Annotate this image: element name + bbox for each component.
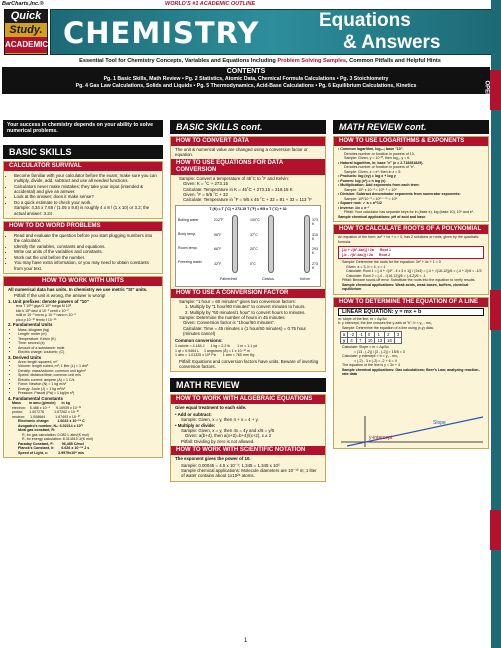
table-cell: 2 [385, 332, 395, 338]
publisher: BarCharts,Inc.® [2, 1, 44, 7]
line-panel [333, 297, 489, 449]
eq-line: Sample: Convert a temperature of 45˚C to ˚F and Kelvin: [179, 175, 290, 181]
sci-line: Sample chemical applications: Molecule diameters are 10⁻¹⁰ m; 1 liter of water contains about 1x10²⁶ atoms. [181, 468, 317, 479]
factor-line: 2. Multiply by "60 minutes/1 hour" to convert hours to minutes. [185, 309, 306, 315]
thermo-k: 310 K [312, 232, 318, 242]
line-calc: Calculate: Slope = m = Δy/Δx [342, 345, 389, 349]
thermo-row-label: Room temp. [178, 245, 198, 250]
essential-text: Essential Tool for Chemistry Concepts, Variables and Equations Including [79, 58, 278, 64]
thermometer-f [232, 215, 238, 273]
list-item: • Calculators never make mistakes; they take your input (intended & accidental) and give an answer. [14, 184, 158, 195]
list-item: • Amount of a substance: mole [18, 346, 162, 351]
equations-bar: HOW TO USE EQUATIONS FOR DATA CONVERSION [171, 159, 325, 175]
table-cell: 4 [348, 338, 357, 344]
const-more: R, for energy calculation: 8.314510 J/(K mol) [22, 437, 94, 442]
alg-line: Given: a(b+4), then a(x+2)=b+4)/(x+2), x ≠ 2 [185, 433, 272, 439]
factor-bar: HOW TO USE A CONVERSION FACTOR [171, 289, 325, 298]
log-line: • Products: log (xy) = log x + log y [338, 174, 396, 178]
contents-line-1: Pg. 1 Basic Skills, Math Review • Pg. 2 Statistics, Atomic Data, Chemical Formula Calculations • Pg. 3 Stoichiometry [103, 76, 389, 82]
conversion-pitfall: Pitfall: Equations and conversion factors have units. Beware of inverting conversion factors. [179, 358, 319, 369]
eq-line: Calculate: Temperature in K = 45˚C + 273.15 = 318.15 K [183, 186, 293, 192]
brand-bottom: ACADEMIC [5, 37, 47, 53]
list-item: • Temperature: Kelvin (K) [18, 337, 162, 342]
brand-mid: Study. [9, 24, 43, 36]
alg-line: Sample: Given, x = y, then 4 + x = 4 + y. [181, 417, 259, 423]
brand-logo [4, 9, 48, 55]
thermo-f: 212˚F [214, 217, 224, 222]
log-line: • Common logarithm, log₁₀; base "10". [338, 147, 404, 151]
log-line: • Square root: ✓ a = a^1/2 [338, 201, 382, 205]
alg-bar: HOW TO WORK WITH ALGEBRAIC EQUATIONS [171, 395, 325, 404]
table-cell: -2 [348, 332, 357, 338]
const-row: proton: 1.007276 1.67262 x 10⁻²⁷ [12, 410, 80, 415]
contents-title: CONTENTS [226, 68, 266, 75]
log-line: Denotes number or function in powers of 10. [344, 151, 415, 156]
list-item: • Become familiar with your calculator before the exam; make sure you can multiply, divide, add, subtract and use all needed functions. [14, 173, 158, 184]
algebra-panel [170, 394, 326, 481]
factor-line: 1. Multiply by "1 hour/60 minutes" to convert minutes to hours. [185, 304, 306, 310]
root-1-formula: [-b + √(b²-4ac)] / 2a Root 1 [342, 248, 391, 252]
line-calc: = [13 - (-2)] / [3 - (-2)] = 15/5 = 3 [354, 349, 405, 354]
log-line: Sample: Given, z = eˣ, then ln z = 5. [344, 169, 402, 174]
log-line: Sample chemical applications: pH of acid and base. [338, 214, 427, 219]
fund-list [4, 328, 162, 355]
title-banner [50, 9, 494, 55]
intercept-label: y-intercept [369, 434, 393, 441]
const-more: Faraday Constant, F: 96,485 C/mol [18, 441, 84, 446]
math-cont-heading: MATH REVIEW cont. [333, 120, 489, 134]
scale-label: Fahrenheit [220, 276, 238, 281]
basic-cont-heading: BASIC SKILLS cont. [170, 120, 326, 134]
calc-panel [3, 161, 163, 219]
column-1 [3, 120, 163, 642]
word-panel [3, 221, 163, 274]
thermo-f: 32˚F [214, 261, 222, 266]
const-row: neutron: 1.008664 1.67493 x 10⁻²⁷ [12, 414, 81, 419]
table-cell: y [341, 338, 348, 344]
list-item: • Electric charge: coulomb, (C) [18, 350, 162, 355]
log-line: • Inverse: 1/x = x⁻¹ [338, 205, 370, 210]
const-more: Planck's Constant, h: 6.626 x 10⁻³⁴ J s [18, 446, 90, 451]
log-line: • Division: Subtract denominator exponents from numerator exponents: [338, 192, 461, 196]
const-header: Mass in amu (g/mole) in kg [12, 401, 70, 406]
line-title: LINEAR EQUATION: y = mx + b [338, 308, 484, 316]
essential-text-2: , Common Pitfalls and Helpful Hints [346, 58, 441, 64]
eq-line: Given: ˚F = 9/5 ˚C + 32 [183, 192, 228, 198]
log-line: • Powers: log (xⁿ) = n log (x) [338, 178, 386, 183]
math-review-heading: MATH REVIEW [170, 378, 326, 392]
header [0, 0, 501, 72]
word-list [4, 231, 162, 273]
const-more: Ideal gas constant, R: [18, 428, 56, 433]
table-cell: 0 [365, 332, 375, 338]
table-cell: 3 [394, 332, 401, 338]
line-bar: HOW TO DETERMINE THE EQUATION OF A LINE [334, 298, 488, 307]
factor-line: Sample: Determine the number of hours in 45 minutes. [179, 315, 286, 321]
root-2-formula: [-b - √(b²-4ac)] / 2a Root 2 [342, 252, 391, 257]
convert-panel [170, 136, 326, 372]
roots-bar: HOW TO CALCULATE ROOTS OF A POLYNOMIAL [334, 225, 488, 234]
list-item: • Electric current: ampere (A) = 1 C/s [18, 378, 162, 383]
table-cell: -1 [357, 332, 366, 338]
calc-list [4, 171, 162, 205]
const-title: 4. Fundamental Constants [8, 395, 63, 401]
fund-title: 2. Fundamental Units [8, 322, 53, 328]
contents-line-2: Pg. 4 Gas Law Calculations, Solids and Liquids • Pg. 5 Thermodynamics, Acid-Base Calculations • Pg. 6 Equilibrium Calculations, Kinetics [75, 83, 417, 89]
list-item: • Identify the variables, constants and equations. [14, 244, 158, 249]
tagline: WORLD'S #1 ACADEMIC OUTLINE [165, 1, 256, 7]
roots-line: Sample: Determine the roots for the equation: 3x² + 4x + 1 = 0 [342, 260, 441, 264]
prefix-row: tera T 10¹² giga G 10⁹ mega M 10⁶ [16, 304, 72, 309]
common-row: 1 atm = 1.01325 x 10⁵ Pa 1 atm = 760 mm Hg [175, 353, 255, 358]
list-item: • Pressure: Pascal (Pa) = 1 kg/(m s²) [18, 391, 162, 396]
log-line: Denotes number or function in powers of "e". [344, 165, 416, 169]
thermometer-k [304, 215, 310, 273]
line-calc: Calculate: y intercept = b = y₁ - mx₁ [342, 354, 398, 358]
log-line: Sample: 10²/10⁻³ = 10²⁻⁽⁻³⁾ = 10⁵ [344, 196, 398, 201]
prefix-row: pico p 10⁻¹² femto f 10⁻¹⁵ [16, 317, 57, 322]
open-tab-2 [490, 290, 501, 330]
alg-line: Pitfall: Dividing by zero is not allowed. [181, 438, 255, 444]
derived-list [4, 360, 162, 396]
prefixes-title: 1. Unit prefixes: denote powers of "10" [8, 298, 89, 304]
common-title: Common conversions: [175, 337, 223, 343]
log-line: • Multiplication: Add exponents from each term: [338, 183, 420, 187]
log-line: Sample: Given, y = 10⁻ᴮ, then log₁₀ y = 6. [344, 156, 411, 160]
list-item: • Energy: Joule (J) = 1 kg m²/s² [18, 387, 162, 392]
factor-line: Calculate: Time = 45 minutes x (1 hour/60 minutes) = 0.75 hour (minutes cancel) [183, 325, 307, 337]
calc-sample: Sample: 4.34 x 7.68 / (1.05 x 9.8) is roughly 4 x 8 / (1 x 10) or 3.2; the actual answer: 3.24 [14, 205, 150, 216]
line-calc: Sample chemical applications: Gas calculations; Beer's Law; analyzing reaction-rate data [342, 367, 480, 376]
page-subtitle-2: & Answers [343, 32, 441, 53]
alg-intro: Give equal treatment to each side. [175, 405, 247, 411]
thermo-header: T (K) = T (˚C) + 273.15 T (˚F) = 9/5 x T (˚C) + 32 [209, 206, 287, 211]
roots-intro: An equation of the form: ax² + bx + c = 0, has 2 solutions or roots, given by the quadratic formula: [338, 235, 479, 244]
thermo-f: 98˚F [214, 232, 222, 237]
table-cell: x [341, 332, 348, 338]
alg-line: • Add or subtract: [175, 411, 212, 417]
alg-line: • Multiply or divide: [175, 422, 216, 428]
roots-panel [333, 224, 489, 295]
eq-line: Calculate: Temperature in ˚F = 9/5 x 45 ˚C + 32 = 81 + 32 = 113 ˚F [183, 197, 312, 203]
common-row: 1 qt = 0.9464 L 1 angstrom (Å) = 1 x 10⁻¹⁰ m [175, 348, 251, 353]
problems-text: Problem Solving Samples [277, 58, 347, 64]
line-calc: = (-2) - 3 x (-2) = -2 + 6 = 4 [354, 358, 397, 363]
list-item: • Do a quick estimate to check your work. [14, 200, 158, 205]
roots-line: Calculate: Root 2 = [-4 - √(16-12)]/6 = (-4-2)/6 = -1 [346, 273, 426, 278]
page-subtitle-1: Equations [319, 10, 411, 31]
list-item: • Work out the unit before the number. [14, 255, 158, 260]
thermo-k: 373 K [312, 217, 318, 227]
open-tab-1 [490, 70, 501, 110]
thermometer-diagram [175, 205, 321, 287]
line-line: Sample: Determine the equation of a line using (x,y) data. [342, 325, 434, 330]
essential-line [40, 58, 480, 64]
thermo-k: 293 K [312, 246, 318, 256]
page-title: CHEMISTRY [63, 16, 260, 50]
column-2 [170, 120, 326, 642]
table-cell: 7 [357, 338, 366, 344]
table-cell: 16 [385, 338, 395, 344]
thermo-f: 68˚F [214, 246, 222, 251]
scale-label: Celsius [262, 276, 274, 281]
log-panel [333, 136, 489, 222]
roots-line: Calculate: Root 1 = [-4 + √(4² - 4 x 3 x 1)] / (2x3) = [-4 + √(16-12)]/6 = (-4 + 2)/6 = -1/3 [346, 269, 482, 273]
sci-intro: The exponent gives the power of 10. [175, 456, 251, 462]
word-bar: HOW TO DO WORD PROBLEMS [4, 222, 162, 231]
common-row: 1 calorie = 4.184 J 1 kg = 2.2 lb 1 m = 1.1 yd [175, 344, 258, 349]
list-item: • You may have extra information, or you may need to obtain constants from your text. [14, 260, 158, 271]
list-item: • Write out units of the variables and constants. [14, 249, 158, 254]
line-line: m: slope of the line; m = Δy/Δx [338, 316, 387, 321]
factor-line: Given: Conversion factor is "1hour/60 minutes". [183, 320, 276, 326]
sci-bar: HOW TO WORK WITH SCIENTIFIC NOTATION [171, 446, 325, 455]
factor-line: Sample: "1 hour = 60 minutes" gives two conversion factors: [179, 298, 296, 304]
table-cell: 13 [375, 338, 385, 344]
convert-text: The unit & numerical value are changed using a conversion factor or equation. [175, 147, 308, 158]
units-panel [3, 276, 163, 458]
log-line: • Natural logarithm, ln; base "e" (e = 2.718281829). [338, 160, 424, 165]
list-item: • Area: length squared, m² [18, 360, 162, 365]
line-graph [337, 414, 487, 448]
table-cell [394, 338, 401, 344]
thermo-row-label: Freezing water [178, 259, 202, 264]
list-item: • Force: Newton (N) = 1 kg m/s² [18, 382, 162, 387]
const-more: Avogadro's number, Nₐ: 6.02214 x 10²³ [18, 423, 83, 428]
open-tab-3 [490, 510, 501, 550]
list-item: • Density: mass/volume; common unit kg/m³ [18, 369, 162, 374]
table-cell: 1 [375, 332, 385, 338]
roots-line: Pitfall: Beware round-off error. Substitute the roots into the equation to verify results. [342, 278, 476, 282]
open-tab-label-3: OPEN [483, 520, 490, 538]
units-intro: All numerical data has units. In chemistry we use metric "SI" units. [8, 286, 148, 292]
list-item: • Read and evaluate the question before you start plugging numbers into the calculator. [14, 233, 158, 244]
list-item: • Speed: distance/time; common unit m/s [18, 373, 162, 378]
calc-bar: CALCULATOR SURVIVAL [4, 162, 162, 171]
xy-table [340, 331, 402, 344]
thermo-c: 0˚C [250, 261, 256, 266]
line-calc: The equation of the line is y = 3x + 4 [342, 363, 400, 367]
thermo-c: 100˚C [250, 217, 260, 222]
list-item: • Mass: kilogram (kg) [18, 328, 162, 333]
thermo-c: 20˚C [250, 246, 258, 251]
list-item: • Look at the answer; does it make sense? [14, 194, 158, 199]
log-bar: HOW TO USE LOGARITHMS & EXPONENTS [334, 137, 488, 146]
const-more: Electronic charge: 1.6022 x 10⁻¹⁹ C [18, 419, 85, 424]
basic-skills-heading: BASIC SKILLS [3, 145, 163, 159]
scale-label: Kelvin [300, 276, 310, 281]
log-line: Pitfall: Your calculator has separate keys for ln (base e), log (base 10), 10ˣ and eˣ. [344, 210, 475, 214]
const-more: Speed of Light, c: 2.9979x10⁸ m/s [18, 450, 85, 455]
roots-formula-box [338, 246, 484, 259]
convert-bar: HOW TO CONVERT DATA [171, 137, 325, 146]
table-cell: 10 [365, 338, 375, 344]
table-row [341, 338, 402, 344]
thermo-row-label: Body temp. [178, 231, 197, 236]
line-line: b: y intercept, the line crosses the y-axis at "b"; b = y₁ - mx₁ [338, 321, 432, 325]
list-item: • Length: meter (m) [18, 332, 162, 337]
log-line: Sample: 10⁵ x 10⁻³ = 10⁵⁻³ = 10² [344, 187, 397, 192]
thermometer-c [268, 215, 274, 273]
sci-line: Sample: 0.00045 = 4.5 x 10⁻⁴; 1,345 = 1.345 x 10³ [181, 462, 280, 468]
list-item: • Time: second (s) [18, 341, 162, 346]
brand-top: Quick [5, 10, 47, 23]
prefix-row: milli m 10⁻³ micro μ 10⁻⁶ nano n 10⁻⁹ [16, 313, 76, 318]
alg-line: Sample: Given, x = y, then 4x = 4y and x/5 = y/5 [181, 428, 275, 434]
eq-line: Given: K = ˚C + 273.15 [183, 181, 228, 187]
page-number: 1 [244, 638, 248, 644]
list-item: • Volume: length cubed, m³; 1 liter (L) = 1 dm³ [18, 364, 162, 369]
roots-line: Sample chemical applications: Weak acids, weak bases, buffers, chemical equilibrium [342, 282, 469, 291]
thermo-c: 37˚C [250, 232, 258, 237]
slope-label: Slope [433, 419, 446, 426]
thermo-row-label: Boiling water [178, 217, 199, 222]
prefix-row: kilo k 10³ deci d 10⁻¹ centi c 10⁻² [16, 308, 69, 313]
intro-box: Your success in chemistry depends on your ability to solve numerical problems. [3, 120, 163, 137]
const-more: R, for gas calculation: 0.082 L atm/(K mol) [22, 432, 89, 437]
contents-box [2, 67, 490, 94]
derived-title: 3. Derived Units [8, 354, 42, 360]
units-bar: HOW TO WORK WITH UNITS [4, 277, 162, 286]
column-3 [333, 120, 489, 642]
thermo-k: 273 K [312, 261, 318, 271]
open-tab-label-1: OPEN [483, 80, 490, 98]
units-pitfall: Pitfall: If the unit is wrong, the answer is wrong! [14, 293, 106, 299]
roots-line: Given: a = 3, b = 4, c = 1 [346, 264, 386, 269]
const-row: electron: 5.486 x 10⁻⁴ 9.10939 x 10⁻³¹ [12, 405, 82, 410]
